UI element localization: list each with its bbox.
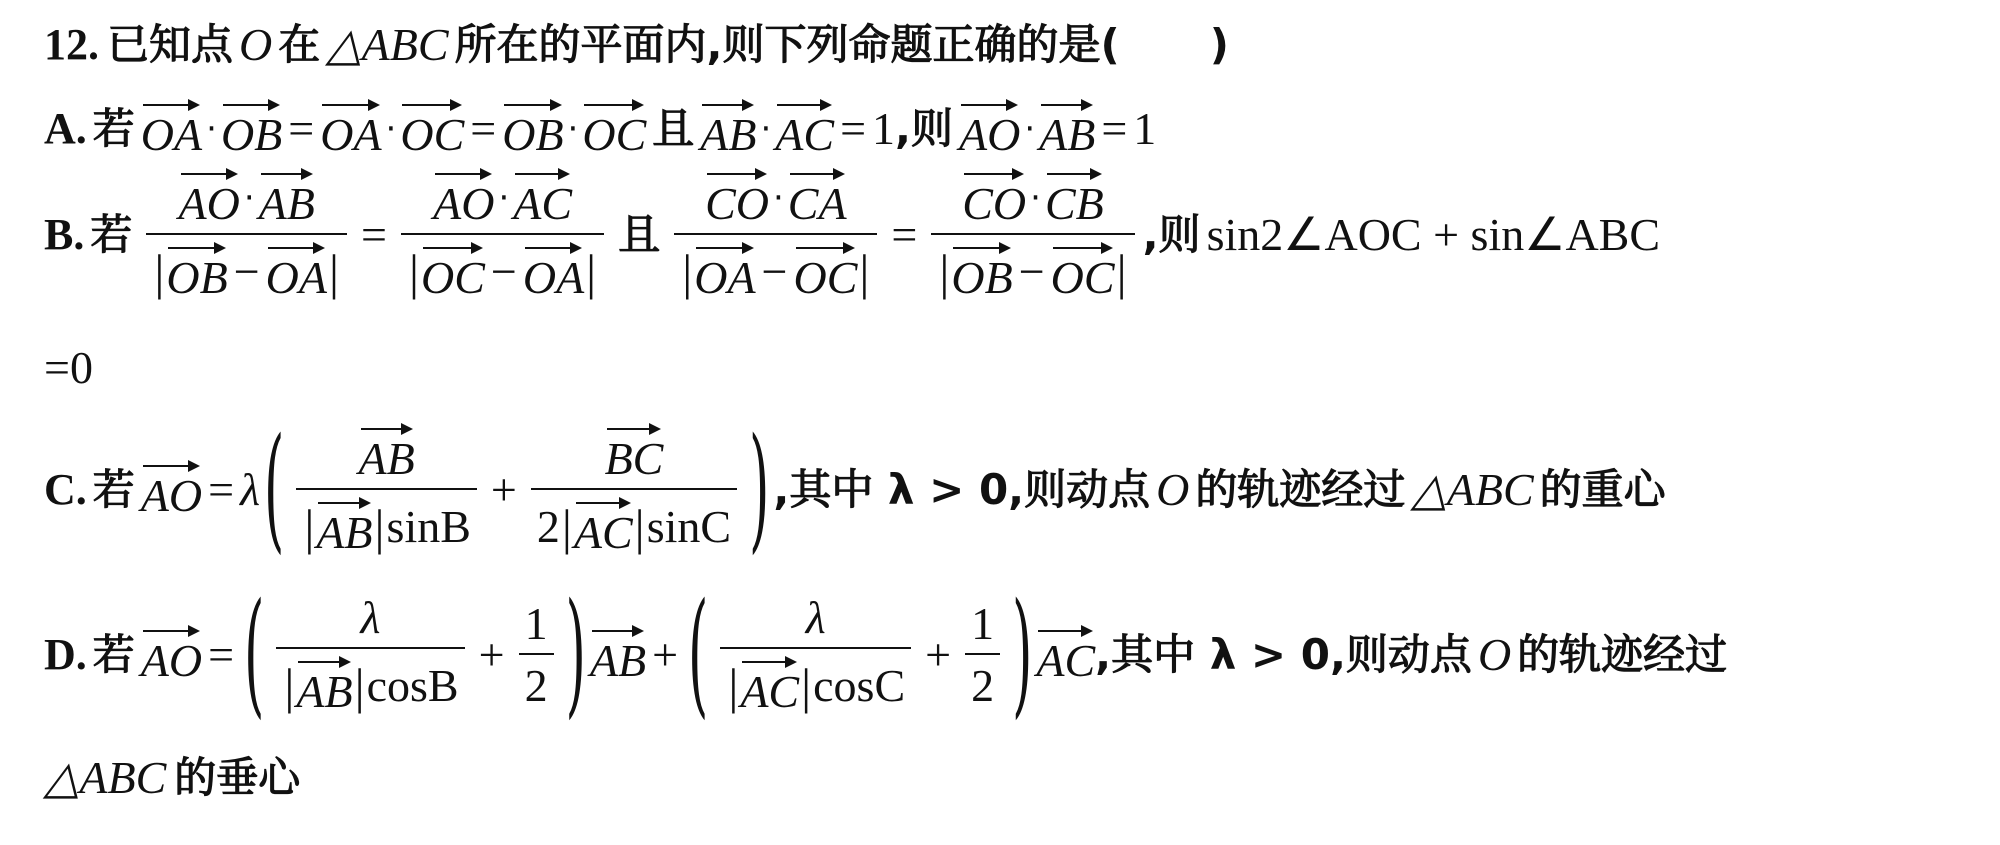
math-symbol: | (329, 244, 340, 300)
math-symbol: + (652, 629, 679, 680)
fraction-b2 (401, 169, 604, 301)
eq-sign: = (840, 103, 867, 154)
vector-ab: AB (359, 424, 415, 482)
vector-ab: AB (590, 626, 646, 684)
vector-co: CO (705, 169, 769, 227)
option-d-text-2: 的轨迹经过 (1517, 630, 1728, 679)
option-b-result: =0 (44, 342, 93, 393)
vector-ab: AB (296, 657, 352, 715)
lambda: λ (805, 592, 826, 643)
math-symbol: | (374, 499, 385, 555)
option-a-ruo: 若 (92, 104, 135, 153)
paren-open: ( (688, 577, 709, 733)
eq-sign: = (1101, 103, 1128, 154)
option-a-qie: 且 (652, 104, 695, 153)
vector-oc: OC (1051, 243, 1115, 301)
math-symbol: | (939, 244, 950, 300)
math-symbol: | (304, 499, 315, 555)
half-den: 2 (971, 660, 995, 711)
vector-ca: CA (788, 169, 847, 227)
option-d-continuation (44, 752, 301, 803)
half-num: 1 (971, 598, 995, 649)
vec-ac: AC (775, 100, 834, 158)
vector-ao: AO (141, 626, 202, 684)
option-d-ruo: 若 (92, 630, 135, 679)
option-c-text-2: 的轨迹经过 (1195, 465, 1406, 514)
eq-sign: = (891, 209, 918, 260)
stem-close-paren: ) (1209, 20, 1229, 69)
point-o: O (1156, 464, 1190, 515)
vector-oc: OC (421, 243, 485, 301)
option-b (44, 170, 1661, 303)
math-symbol: − (233, 246, 260, 297)
vec-ob: OB (221, 100, 282, 158)
fraction-d2 (720, 592, 911, 717)
math-symbol: | (728, 658, 739, 714)
paren-close: ) (565, 577, 586, 733)
vec-oc-2: OC (582, 100, 646, 158)
vector-oc: OC (794, 243, 858, 301)
math-symbol: | (682, 244, 693, 300)
math-symbol: | (354, 658, 365, 714)
half-den: 2 (524, 660, 548, 711)
math-symbol: | (284, 658, 295, 714)
vector-ac: AC (1036, 626, 1095, 684)
point-o: O (1477, 629, 1512, 680)
fraction-b1 (146, 169, 347, 301)
vec-oa: OA (141, 100, 202, 158)
vector-ab: AB (316, 498, 372, 556)
math-symbol: | (561, 499, 572, 555)
stem-text-2: 在 (278, 20, 321, 69)
vector-ob: OB (166, 243, 227, 301)
vector-oa: OA (266, 243, 327, 301)
lambda: λ (240, 464, 261, 515)
math-symbol: · (1030, 178, 1041, 218)
paren-open: ( (264, 412, 285, 568)
math-symbol: = (208, 629, 235, 680)
option-a-label: A. (44, 104, 87, 153)
vector-ac: AC (513, 169, 572, 227)
option-c-text-3: 的重心 (1539, 465, 1666, 514)
math-symbol: | (801, 658, 812, 714)
option-a-ze: ,则 (895, 104, 953, 153)
math-symbol: + (490, 464, 517, 515)
fraction-d1 (276, 592, 464, 717)
triangle-abc: △ABC (44, 752, 167, 803)
sin-c: sinC (646, 501, 732, 552)
math-symbol: | (408, 244, 419, 300)
math-symbol: · (772, 178, 784, 218)
dot-op: · (567, 109, 579, 149)
dot-op: · (206, 109, 217, 149)
vec-oa-2: OA (320, 100, 381, 158)
triangle-abc: △ABC (1411, 464, 1534, 515)
value-one-2: 1 (1133, 103, 1157, 154)
option-c-text-1: ,其中 λ > 0,则动点 (773, 465, 1151, 514)
vec-ab-2: AB (1039, 100, 1095, 158)
math-symbol: − (1018, 246, 1045, 297)
vector-bc: BC (605, 424, 664, 482)
math-symbol: | (1116, 244, 1127, 300)
cos-b: cosB (366, 660, 459, 711)
option-d-result: 的垂心 (174, 753, 301, 802)
vector-ac: AC (574, 498, 633, 556)
math-symbol: + (925, 629, 952, 680)
lambda: λ (360, 592, 381, 643)
vec-ab: AB (700, 100, 756, 158)
math-symbol: | (586, 244, 597, 300)
vec-ob-2: OB (502, 100, 563, 158)
question-stem (44, 19, 1229, 70)
vector-ob: OB (951, 243, 1012, 301)
math-symbol: − (490, 246, 517, 297)
paren-close: ) (749, 412, 770, 568)
option-c-label: C. (44, 465, 87, 514)
eq-sign: = (288, 103, 315, 154)
option-b-label: B. (44, 210, 85, 259)
vector-cb: CB (1045, 169, 1104, 227)
stem-text-1: 已知点 (107, 20, 234, 69)
option-b-continuation (44, 342, 93, 393)
vec-ao: AO (959, 100, 1020, 158)
vector-ao: AO (433, 169, 494, 227)
math-symbol: | (154, 244, 165, 300)
fraction-b4 (931, 169, 1134, 301)
math-symbol: − (761, 246, 788, 297)
option-d (44, 577, 1728, 733)
vector-oa: OA (523, 243, 584, 301)
triangle-abc: △ABC (326, 19, 449, 70)
vector-ab: AB (259, 169, 315, 227)
math-symbol: + (478, 629, 505, 680)
math-symbol: | (859, 244, 870, 300)
math-symbol: · (498, 178, 510, 218)
option-c-ruo: 若 (92, 465, 135, 514)
vector-co: CO (962, 169, 1026, 227)
option-c (44, 412, 1666, 568)
fraction-b3 (674, 169, 877, 301)
dot-op: · (385, 109, 397, 149)
fraction-c2 (531, 424, 737, 556)
point-o: O (239, 19, 273, 70)
option-a (44, 100, 1156, 158)
option-d-label: D. (44, 630, 87, 679)
math-symbol: · (243, 178, 255, 218)
eq-sign: = (470, 103, 497, 154)
option-b-expression: sin2∠AOC + sin∠ABC (1206, 209, 1661, 260)
vec-oc: OC (400, 100, 464, 158)
eq-sign: = (361, 209, 387, 260)
fraction-half-2 (965, 598, 1000, 711)
paren-close: ) (1012, 577, 1033, 733)
value-one: 1 (872, 103, 896, 154)
vector-ac: AC (740, 657, 799, 715)
fraction-half-1 (519, 598, 554, 711)
vector-ao: AO (141, 461, 202, 519)
fraction-c1 (296, 424, 477, 556)
math-symbol: | (634, 499, 645, 555)
option-b-ze: ,则 (1142, 210, 1201, 259)
option-b-qie: 且 (618, 210, 661, 259)
vector-oa: OA (694, 243, 755, 301)
paren-open: ( (244, 577, 265, 733)
cos-c: cosC (813, 660, 906, 711)
dot-op: · (760, 109, 772, 149)
stem-text-3: 所在的平面内,则下列命题正确的是( (454, 20, 1120, 69)
math-symbol: = (208, 464, 235, 515)
sin-b: sinB (386, 501, 471, 552)
option-d-text-1: ,其中 λ > 0,则动点 (1095, 630, 1472, 679)
option-b-ruo: 若 (90, 210, 133, 259)
half-num: 1 (524, 598, 548, 649)
dot-op: · (1024, 109, 1036, 149)
coef-two: 2 (536, 501, 560, 552)
vector-ao: AO (179, 169, 240, 227)
question-number: 12. (44, 20, 99, 69)
